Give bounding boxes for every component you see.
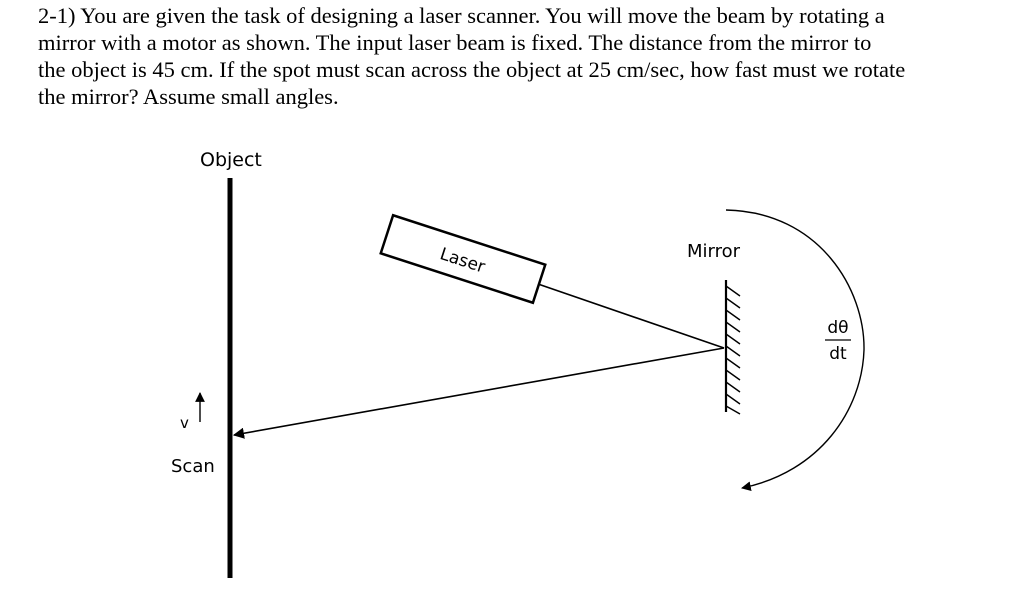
mirror-label: Mirror xyxy=(687,241,741,262)
problem-line-4: the mirror? Assume small angles. xyxy=(38,84,339,109)
scan-label: Scan xyxy=(171,456,215,477)
reflected-beam xyxy=(234,348,724,435)
problem-line-2: mirror with a motor as shown. The input laser beam is fixed. The distance from the mirror to xyxy=(38,30,872,55)
object-label: Object xyxy=(200,149,262,171)
velocity-label: v xyxy=(180,414,189,432)
problem-line-3: the object is 45 cm. If the spot must scan across the object at 25 cm/sec, how fast must we rotate xyxy=(38,57,906,82)
problem-line-1: 2-1) You are given the task of designing a laser scanner. You will move the beam by rotating a xyxy=(38,3,885,28)
angular-rate-label xyxy=(825,318,851,364)
laser-box xyxy=(381,215,546,302)
rate-denominator: dt xyxy=(829,344,847,364)
rate-numerator: dθ xyxy=(827,318,849,338)
mirror xyxy=(726,280,740,414)
laser-label: Laser xyxy=(437,244,488,278)
incident-beam xyxy=(538,284,724,348)
